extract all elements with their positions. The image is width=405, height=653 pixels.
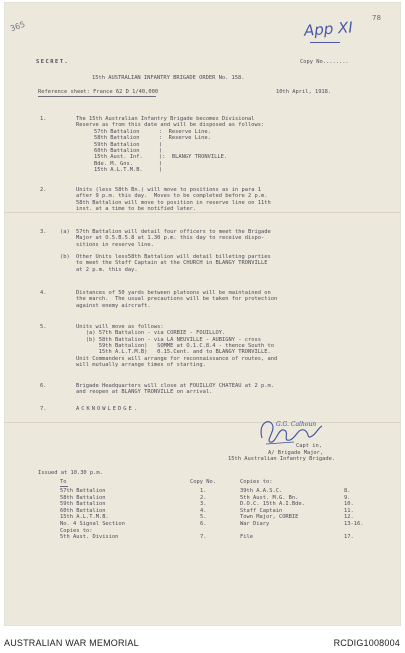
disposition-row: 15th Aust. Inf. ): BLANGY TRONVILLE. — [94, 154, 228, 161]
distribution-to: War Diary — [240, 521, 270, 527]
para-line: (a) 57th Battalion - via CORBIE - FOUILLOY. — [76, 330, 226, 337]
para-number: 3. — [40, 229, 47, 235]
distribution-unit: 60th Battalion — [60, 507, 106, 514]
signature-line: Capt in, — [296, 443, 322, 449]
corner-pencil-note: 365 — [8, 19, 27, 34]
para-line: Distances of 50 yards between platoons will be maintained on — [76, 290, 271, 296]
distribution-to: 39th A.A.S.C. — [240, 488, 283, 494]
distribution-no: 2. — [200, 494, 207, 501]
dist-header-to: To — [60, 479, 67, 485]
distribution-to: 5th Aust. M.G. Bn. — [240, 494, 299, 501]
dist-header-copy-no: Copy No. — [190, 479, 216, 485]
acknowledge: ACKNOWLEDGE. — [76, 406, 139, 412]
distribution-no: 5. — [200, 514, 207, 521]
order-date: 10th April, 1918. — [276, 89, 332, 95]
para-number: 7. — [40, 406, 47, 412]
distribution-no2: 17. — [344, 534, 354, 541]
para-line: and reopen at BLANGY TRONVILLE on arrival. — [76, 389, 213, 396]
sub-marker: (b) — [60, 254, 70, 260]
para-line: after 9 p.m. this day. Moves to be completed before 2 p.m. — [76, 193, 268, 200]
para-line: Units (less 58th Bn.) will move to positions as in para 1 — [76, 187, 261, 193]
to-underline — [60, 486, 68, 487]
reference-underline — [38, 96, 156, 97]
para-number: 2. — [40, 187, 47, 193]
para-line: 59th Battalion) SOMME at O.1.C.8.4 - thence South to — [76, 342, 274, 349]
para-line: 57th Battalion will detail four officers to meet the Brigade — [76, 229, 271, 235]
fold-line — [4, 422, 401, 423]
dist-header-copies-to: Copies to: — [240, 479, 273, 485]
para-line: sitions in reserve line. — [76, 241, 154, 248]
appendix-stamp: App XI — [303, 18, 354, 40]
distribution-to: D.O.C. 15th A.I.Bde. — [240, 501, 305, 508]
distribution-no: 3. — [200, 501, 207, 508]
para-line: Units will move as follows: — [76, 324, 164, 330]
issued-time: Issued at 10.30 p.m. — [38, 470, 103, 476]
secret-label: SECRET. — [36, 59, 70, 65]
fold-line — [4, 212, 401, 213]
para-line: Reserve as from this date and will be disposed as follows: — [76, 122, 265, 129]
distribution-unit: 15th A.L.T.M.B. — [60, 514, 109, 521]
distribution-no2: 11. — [344, 507, 354, 514]
distribution-no2: 10. — [344, 501, 354, 508]
para-line: to meet the Staff Captain at the CHURCH in BLANGY TRONVILLE — [76, 260, 268, 267]
stamp-underline — [310, 42, 340, 43]
para-line: Brigade Headquarters will close at FOUILLOY CHATEAU at 2 p.m. — [76, 383, 274, 389]
disposition-row: Bde. M. Gns. ) — [94, 160, 163, 167]
para-number: 5. — [40, 324, 47, 330]
copy-number: Copy No........ — [300, 59, 349, 65]
reference-sheet: Reference sheet: France 62 D 1/40,000 — [38, 89, 159, 95]
disposition-row: 57th Battalion : Reserve Line. — [94, 129, 211, 135]
para-line: Unit Commanders will arrange for reconnaissance of routes, and — [76, 355, 278, 362]
sub-marker: (a) — [60, 229, 70, 235]
distribution-no: 4. — [200, 507, 207, 514]
distribution-unit: No. 4 Signal Section — [60, 521, 125, 527]
para-line: 58th Battalion will move to position in reserve line on 11th — [76, 199, 271, 206]
disposition-row: 60th Battalion ) — [94, 147, 163, 154]
para-number: 4. — [40, 290, 47, 296]
distribution-unit: 57th Battalion — [60, 488, 106, 494]
footer-record-id: RCDIG1008004 — [333, 638, 400, 648]
para-line: against enemy aircraft. — [76, 302, 151, 309]
distribution-no2: 8. — [344, 488, 351, 494]
signature-text: G.G. Calhoun — [276, 421, 317, 428]
distribution-to: Town Major, CORBIE — [240, 514, 299, 521]
para-line: inst. at a time to be notified later. — [76, 205, 197, 212]
signature-line: A/ Brigade Major, — [268, 449, 324, 456]
document-page — [4, 2, 401, 626]
disposition-row: 15th A.L.T.M.B. ) — [94, 166, 163, 173]
para-line: The 15th Australian Infantry Brigade becomes Divisional — [76, 116, 255, 122]
distribution-unit: 59th Battalion — [60, 501, 106, 508]
para-line: at 2 p.m. this day. — [76, 266, 138, 273]
order-title: 15th AUSTRALIAN INFANTRY BRIGADE ORDER No. 158. — [92, 75, 245, 81]
distribution-no2: 12. — [344, 514, 354, 521]
para-number: 6. — [40, 383, 47, 389]
disposition-row: 59th Battalion ) — [94, 141, 163, 148]
para-line: the march. The usual precautions will be taken for protection — [76, 296, 278, 303]
distribution-to: Staff Captain — [240, 507, 283, 514]
distribution-no: 1. — [200, 488, 207, 494]
distribution-unit: 58th Battalion — [60, 494, 106, 501]
para-number: 1. — [40, 116, 47, 122]
distribution-unit: 5th Aust. Division — [60, 534, 119, 541]
page-number: 78 — [372, 14, 381, 22]
disposition-row: 58th Battalion : Reserve Line. — [94, 135, 211, 142]
para-line: (b) 58th Battalion - via LA NEUVILLE - AUBIGNY - cross — [76, 336, 261, 343]
distribution-no: 6. — [200, 521, 207, 527]
para-line: Other Units less58th Battalion will detail billeting parties — [76, 254, 271, 260]
distribution-no2: 13-16. — [344, 521, 364, 527]
distribution-unit: Copies to: — [60, 527, 93, 534]
distribution-no: 7. — [200, 534, 207, 541]
signature-line: 15th Australian Infantry Brigade. — [228, 456, 336, 463]
footer-archive-name: AUSTRALIAN WAR MEMORIAL — [4, 638, 139, 648]
distribution-no2: 9. — [344, 494, 351, 501]
distribution-to: File — [240, 534, 253, 541]
para-line: 15th A.L.T.M.B) 0.15.Cent. and to BLANGY TRONVILLE. — [76, 349, 271, 356]
para-line: will mutually arrange times of starting. — [76, 361, 206, 368]
para-line: Major at O.5.B.5.8 at 1.30 p.m. this day to receive dispo- — [76, 235, 265, 242]
